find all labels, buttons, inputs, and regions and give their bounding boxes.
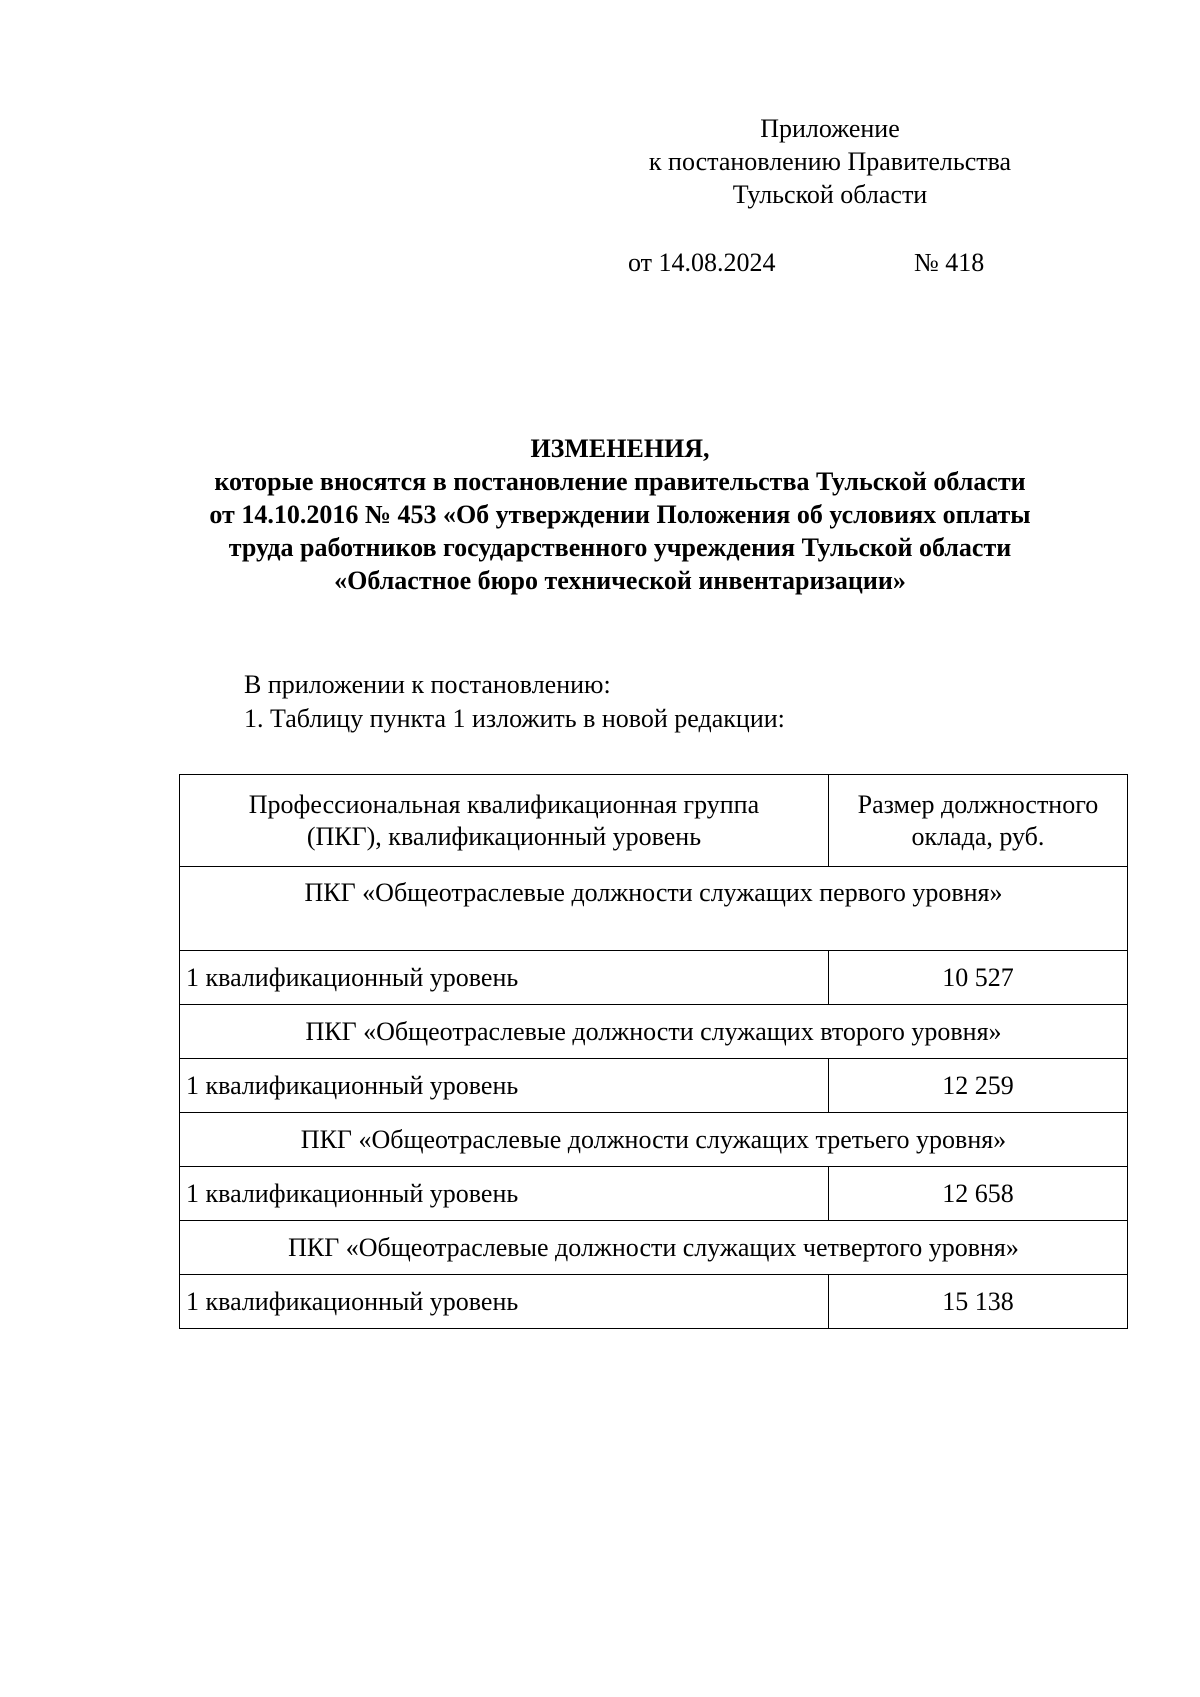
- header-group-line-1: Профессиональная квалификационная группа: [248, 789, 760, 819]
- document-title: [160, 432, 1080, 597]
- header-group-line-2: (ПКГ), квалификационный уровень: [306, 821, 702, 851]
- table-row: [180, 1275, 1128, 1329]
- table-group-row: [180, 1113, 1128, 1167]
- appendix-region: Тульской области: [732, 180, 928, 209]
- resolution-date: от 14.08.2024: [628, 248, 776, 277]
- table-row: [180, 951, 1128, 1005]
- appendix-header: [600, 112, 1060, 211]
- header-salary-line-2: оклада, руб.: [911, 821, 1045, 851]
- title-line-2: которые вносятся в постановление правительства Тульской области: [214, 467, 1026, 496]
- group-name: ПКГ «Общеотраслевые должности служащих первого уровня»: [180, 867, 1128, 951]
- header-salary: [828, 775, 1127, 867]
- level-cell: 1 квалификационный уровень: [180, 1275, 829, 1329]
- table-group-row: [180, 1005, 1128, 1059]
- table-row: [180, 1167, 1128, 1221]
- intro-line-2: 1. Таблицу пункта 1 изложить в новой редакции:: [244, 704, 785, 733]
- group-name: ПКГ «Общеотраслевые должности служащих второго уровня»: [180, 1005, 1128, 1059]
- title-line-5: «Областное бюро технической инвентаризации»: [334, 566, 906, 595]
- table-group-row: [180, 867, 1128, 951]
- title-heading: ИЗМЕНЕНИЯ,: [530, 434, 710, 463]
- table-group-row: [180, 1221, 1128, 1275]
- appendix-label: Приложение: [760, 114, 900, 143]
- level-cell: 1 квалификационный уровень: [180, 1059, 829, 1113]
- title-line-4: труда работников государственного учреждения Тульской области: [228, 533, 1012, 562]
- table-header-row: [180, 775, 1128, 867]
- intro-line-1: В приложении к постановлению:: [244, 670, 611, 699]
- level-cell: 1 квалификационный уровень: [180, 1167, 829, 1221]
- intro-text: [244, 668, 785, 736]
- title-line-3: от 14.10.2016 № 453 «Об утверждении Положения об условиях оплаты: [209, 500, 1031, 529]
- group-name: ПКГ «Общеотраслевые должности служащих третьего уровня»: [180, 1113, 1128, 1167]
- header-salary-line-1: Размер должностного: [857, 789, 1099, 819]
- group-name: ПКГ «Общеотраслевые должности служащих четвертого уровня»: [180, 1221, 1128, 1275]
- resolution-number: № 418: [914, 248, 985, 277]
- salary-cell: 15 138: [828, 1275, 1127, 1329]
- header-group: [180, 775, 829, 867]
- appendix-reference: к постановлению Правительства: [648, 147, 1012, 176]
- table-row: [180, 1059, 1128, 1113]
- salary-table: [179, 774, 1128, 1329]
- salary-cell: 10 527: [828, 951, 1127, 1005]
- salary-cell: 12 658: [828, 1167, 1127, 1221]
- salary-cell: 12 259: [828, 1059, 1127, 1113]
- level-cell: 1 квалификационный уровень: [180, 951, 829, 1005]
